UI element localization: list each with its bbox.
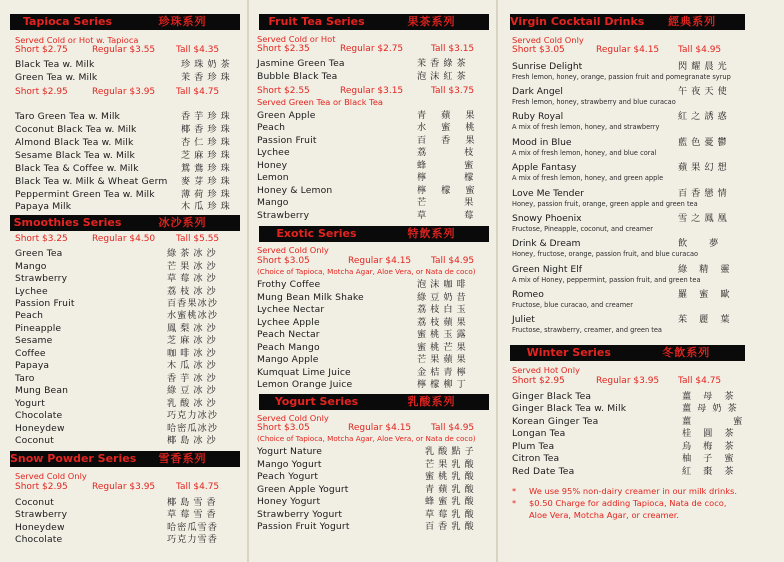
menu-item: [15, 409, 240, 422]
item-name-zh: 椰島冰沙: [167, 435, 220, 446]
item-name-zh: 茉香珍珠: [181, 72, 234, 83]
item-name-zh: 芒果冰沙: [167, 261, 220, 272]
virgin-cocktail-header: [510, 14, 745, 30]
item-name-zh: 蜜桃乳酸: [425, 471, 478, 482]
item-name: Mango Yogurt: [257, 459, 322, 470]
item-name: Yogurt Nature: [257, 446, 323, 457]
item-name-zh: 木瓜珍珠: [181, 201, 234, 212]
served-note: Served Cold Only: [257, 245, 329, 255]
menu-item: [15, 71, 240, 84]
item-name-zh: 芝麻珍珠: [181, 150, 234, 161]
price-regular: Regular $4.50: [92, 234, 156, 244]
item-name: Honey & Lemon: [257, 185, 333, 196]
section-title: Winter Series: [526, 346, 611, 359]
item-name-zh: 荔枝蘋果: [417, 317, 470, 328]
winter-header: [510, 345, 745, 361]
item-name-zh: 珍珠奶茶: [181, 59, 234, 70]
item-name: Juliet: [512, 314, 535, 325]
item-description: A mix of fresh lemon, honey, and strawberry: [512, 123, 660, 131]
item-name-zh: 茉香綠茶: [417, 58, 470, 69]
panel-left: [0, 0, 248, 562]
item-name-zh: 綠豆奶昔: [417, 292, 470, 303]
item-name-zh: 芝麻冰沙: [167, 335, 220, 346]
item-name-zh: 百香果冰沙: [167, 298, 218, 309]
item-name-zh: 檸檬柳丁: [417, 379, 470, 390]
item-name: Chocolate: [15, 410, 63, 421]
item-name: Sesame Black Tea w. Milk: [15, 150, 135, 161]
menu-item: [15, 149, 240, 162]
price-short: Short $2.75: [15, 45, 68, 55]
menu-item: [257, 57, 487, 70]
item-name-zh: 薑母奶茶: [682, 403, 743, 414]
item-name: Strawberry Yogurt: [257, 509, 343, 520]
item-name-zh: 泡沫紅茶: [417, 71, 470, 82]
price-tall: Tall $3.15: [431, 44, 475, 54]
item-name: Coconut: [15, 497, 55, 508]
item-name: Korean Ginger Tea: [512, 416, 599, 427]
menu-item: [257, 196, 512, 209]
menu-item: [15, 334, 240, 347]
item-name: Love Me Tender: [512, 188, 584, 199]
price-regular: Regular $3.55: [92, 45, 156, 55]
item-name-zh: 荔枝白玉: [417, 304, 470, 315]
item-name-zh: 荔枝: [417, 147, 512, 158]
menu-item: [257, 520, 487, 533]
item-name-zh: 椰島雪香: [167, 497, 220, 508]
menu-item: [257, 146, 512, 159]
item-name-zh: 鴛鴦珍珠: [181, 163, 234, 174]
menu-item: [257, 328, 487, 341]
price-regular: Regular $4.15: [596, 45, 660, 55]
price-regular: Regular $3.15: [340, 86, 404, 96]
item-name-zh: 蜂蜜: [417, 160, 512, 171]
exotic-header: [259, 226, 489, 242]
served-note: Served Cold Only: [15, 471, 87, 481]
price-tall: Tall $3.75: [431, 86, 475, 96]
price-short: Short $2.35: [257, 44, 310, 54]
item-name-zh: 乳酸冰沙: [167, 398, 220, 409]
menu-item: [15, 247, 240, 260]
item-name-zh: 香芋冰沙: [167, 373, 220, 384]
tapioca-header: [10, 14, 240, 30]
item-name-zh: 芒果: [417, 197, 512, 208]
item-name: Lychee Apple: [257, 317, 320, 328]
menu-item: [257, 303, 487, 316]
item-name-zh: 咖啡冰沙: [167, 348, 220, 359]
item-name: Ginger Black Tea w. Milk: [512, 403, 627, 414]
item-description: Fructose, strawberry, creamer, and green tea: [512, 326, 662, 334]
item-name-zh: 鳳梨冰沙: [167, 323, 220, 334]
section-title-zh: 乳酸系列: [407, 395, 456, 408]
item-name-zh: 藍色憂鬱: [678, 137, 731, 148]
menu-item: [15, 175, 240, 188]
section-title: Smoothies Series: [13, 216, 122, 229]
section-title: Virgin Cocktail Drinks: [510, 15, 645, 28]
item-name-zh: 綠豆冰沙: [167, 385, 220, 396]
menu-item: [257, 70, 487, 83]
section-title: Yogurt Series: [274, 395, 359, 408]
item-name: Ginger Black Tea: [512, 391, 592, 402]
section-title: Tapioca Series: [22, 15, 113, 28]
item-name: Honey: [257, 160, 288, 171]
item-description: A mix of fresh lemon, honey, and green apple: [512, 174, 664, 182]
item-name-zh: 蜜桃芒果: [417, 342, 470, 353]
item-name-zh: 哈密瓜冰沙: [167, 423, 218, 434]
price-tall: Tall $4.35: [176, 45, 220, 55]
yogurt-header: [259, 394, 489, 410]
footnote-text: $0.50 Charge for adding Tapioca, Nata de coco,: [529, 498, 727, 508]
item-name-zh: 金桔青檸: [417, 367, 470, 378]
item-name-zh: 薑蜜: [682, 416, 784, 427]
item-name: Peach: [15, 310, 44, 321]
item-name-zh: 紅棗茶: [682, 466, 746, 477]
choice-note: (Choice of Tapioca, Motcha Agar, Aloe Vera, or Nata de coco): [257, 434, 476, 443]
price-short: Short $3.25: [15, 234, 68, 244]
item-description: Fructose, blue curacao, and creamer: [512, 301, 633, 309]
item-name: Mung Bean Milk Shake: [257, 292, 364, 303]
item-name: Green Apple: [257, 110, 316, 121]
footnote-star: *: [512, 498, 517, 508]
item-name: Green Night Elf: [512, 264, 582, 275]
item-name: Bubble Black Tea: [257, 71, 338, 82]
price-short: Short $2.95: [15, 482, 68, 492]
item-name: Plum Tea: [512, 441, 555, 452]
section-title-zh: 經典系列: [668, 15, 717, 28]
price-short: Short $3.05: [257, 256, 310, 266]
item-name-zh: 草莓冰沙: [167, 273, 220, 284]
item-name-zh: 百香戀情: [678, 188, 731, 199]
section-title-zh: 果茶系列: [407, 15, 456, 28]
item-description: Honey, passion fruit, orange, green apple and green tea: [512, 200, 698, 208]
item-name: Frothy Coffee: [257, 279, 321, 290]
snow-powder-header: [10, 451, 240, 467]
item-name-zh: 香芋珍珠: [181, 111, 234, 122]
item-name: Lychee: [257, 147, 290, 158]
item-name: Honey Yogurt: [257, 496, 321, 507]
item-name-zh: 檸檬: [417, 172, 512, 183]
item-name-zh: 閃耀晨光: [678, 61, 731, 72]
section-title: Fruit Tea Series: [268, 15, 365, 28]
panel-middle: [249, 0, 512, 562]
item-name-zh: 茱麗葉: [678, 314, 742, 325]
choice-note: (Choice of Tapioca, Motcha Agar, Aloe Vera, or Nata de coco): [257, 267, 476, 276]
item-name: Strawberry: [257, 210, 310, 221]
item-name: Papaya Milk: [15, 201, 72, 212]
menu-item: [257, 445, 487, 458]
item-name: Pineapple: [15, 323, 62, 334]
item-name: Honeydew: [15, 522, 65, 533]
served-note: Served Hot Only: [512, 365, 580, 375]
menu-item: [257, 121, 490, 134]
item-name: Taro Green Tea w. Milk: [15, 111, 120, 122]
item-name: Peach Mango: [257, 342, 320, 353]
price-tall: Tall $4.95: [431, 256, 475, 266]
item-name: Lychee Nectar: [257, 304, 325, 315]
section-title-zh: 冰沙系列: [158, 216, 207, 229]
price-short: Short $2.95: [15, 87, 68, 97]
item-name: Taro: [15, 373, 35, 384]
menu-item: [15, 110, 240, 123]
item-name: Papaya: [15, 360, 50, 371]
item-name: Passion Fruit: [15, 298, 75, 309]
fruit-tea-header: [259, 14, 489, 30]
item-name: Passion Fruit: [257, 135, 317, 146]
footnote-text: We use 95% non-dairy creamer in our milk drinks.: [529, 486, 738, 496]
item-name-zh: 烏梅茶: [682, 441, 746, 452]
section-title: Exotic Series: [276, 227, 357, 240]
item-name: Peach Nectar: [257, 329, 320, 340]
price-tall: Tall $4.75: [176, 482, 220, 492]
item-name: Green Apple Yogurt: [257, 484, 349, 495]
item-name-zh: 木瓜冰沙: [167, 360, 220, 371]
menu-item: [15, 384, 240, 397]
item-name-zh: 乳酸點子: [425, 446, 478, 457]
item-name: Kumquat Lime Juice: [257, 367, 351, 378]
item-name-zh: 綠精靈: [678, 264, 742, 275]
served-note: Served Cold Only: [512, 35, 584, 45]
item-name: Mango: [257, 197, 289, 208]
item-name: Apple Fantasy: [512, 162, 577, 173]
item-name-zh: 薄荷珍珠: [181, 189, 234, 200]
price-tall: Tall $4.95: [431, 423, 475, 433]
section-title-zh: 珍珠系列: [158, 15, 207, 28]
item-name: Strawberry: [15, 509, 68, 520]
item-name-zh: 荔枝冰沙: [167, 286, 220, 297]
price-tall: Tall $4.75: [678, 376, 722, 386]
item-name-zh: 椰香珍珠: [181, 124, 234, 135]
item-name: Coconut Black Tea w. Milk: [15, 124, 137, 135]
item-name: Ruby Royal: [512, 111, 564, 122]
menu-item: [257, 470, 487, 483]
price-regular: Regular $2.75: [340, 44, 404, 54]
item-name: Dark Angel: [512, 86, 563, 97]
price-short: Short $3.05: [512, 45, 565, 55]
menu-item: [15, 58, 240, 71]
served-note: Served Cold Only: [257, 413, 329, 423]
item-name-zh: 薑母茶: [682, 391, 746, 402]
item-description: Honey, fructose, orange, passion fruit, and blue curacao: [512, 250, 699, 258]
item-description: Fructose, Pineapple, coconut, and creamer: [512, 225, 653, 233]
item-name: Jasmine Green Tea: [257, 58, 345, 69]
item-description: A mix of fresh lemon, honey, and blue coral: [512, 149, 657, 157]
item-name: Green Tea w. Milk: [15, 72, 98, 83]
item-name: Lemon: [257, 172, 289, 183]
item-name-zh: 綠茶冰沙: [167, 248, 220, 259]
item-name-zh: 蜂蜜乳酸: [425, 496, 478, 507]
item-name-zh: 水蜜桃冰沙: [167, 310, 218, 321]
price-regular: Regular $3.95: [92, 87, 156, 97]
item-name: Peach Yogurt: [257, 471, 319, 482]
section-title-zh: 特飲系列: [407, 227, 456, 240]
item-name: Red Date Tea: [512, 466, 575, 477]
menu-item: [15, 200, 240, 213]
footnote-text: Aloe Vera, Motcha Agar, or creamer.: [529, 510, 680, 520]
footnote-star: *: [512, 486, 517, 496]
price-regular: Regular $4.15: [348, 256, 412, 266]
item-name: Coffee: [15, 348, 46, 359]
item-name-zh: 午夜天使: [678, 86, 731, 97]
item-name-zh: 檸檬蜜: [417, 185, 490, 196]
item-name: Peppermint Green Tea w. Milk: [15, 189, 155, 200]
served-note: Served Cold or Hot: [257, 34, 336, 44]
item-description: Fresh lemon, honey, orange, passion fruit and pomegranate syrup: [512, 73, 731, 81]
menu-item: [15, 359, 240, 372]
served-note: Served Green Tea or Black Tea: [257, 97, 384, 107]
item-name-zh: 青蘋乳酸: [425, 484, 478, 495]
item-name: Sesame: [15, 335, 53, 346]
item-name-zh: 草莓: [417, 210, 512, 221]
item-name: Black Tea & Coffee w. Milk: [15, 163, 139, 174]
item-name-zh: 巧克力冰沙: [167, 410, 218, 421]
item-name-zh: 百香乳酸: [425, 521, 478, 532]
menu-item: [15, 309, 240, 322]
price-tall: Tall $5.55: [176, 234, 220, 244]
menu-item: [15, 123, 240, 136]
item-name: Snowy Phoenix: [512, 213, 582, 224]
item-name-zh: 蘋果幻想: [678, 162, 731, 173]
item-name-zh: 杏仁珍珠: [181, 137, 234, 148]
item-name-zh: 青蘋果: [417, 110, 490, 121]
item-name: Almond Black Tea w. Milk: [15, 137, 134, 148]
item-name: Romeo: [512, 289, 544, 300]
item-name: Citron Tea: [512, 453, 560, 464]
menu-item: [15, 508, 240, 521]
panel-right: [498, 0, 784, 562]
item-name: Lychee: [15, 286, 48, 297]
item-name-zh: 桂圓茶: [682, 428, 746, 439]
item-name: Chocolate: [15, 534, 63, 545]
item-name: Green Tea: [15, 248, 63, 259]
menu-item: [257, 495, 487, 508]
item-name-zh: 哈密瓜雪香: [167, 522, 218, 533]
menu-item: [257, 278, 487, 291]
price-tall: Tall $4.95: [678, 45, 722, 55]
menu-item: [15, 136, 240, 149]
item-name: Peach: [257, 122, 286, 133]
menu-item: [257, 378, 487, 391]
item-name: Yogurt: [15, 398, 45, 409]
price-short: Short $2.95: [512, 376, 565, 386]
item-name: Strawberry: [15, 273, 68, 284]
item-name: Drink & Dream: [512, 238, 581, 249]
item-description: A mix of Honey, peppermint, passion fruit, and green tea: [512, 276, 701, 284]
section-title-zh: 雪香系列: [158, 452, 207, 465]
item-description: Fresh lemon, honey, strawberry and blue curacao: [512, 98, 676, 106]
menu-item: [512, 465, 747, 478]
menu-item: [15, 434, 240, 447]
menu-item: [15, 533, 240, 546]
item-name: Mood in Blue: [512, 137, 572, 148]
price-tall: Tall $4.75: [176, 87, 220, 97]
menu-item: [512, 427, 747, 440]
item-name-zh: 水蜜桃: [417, 122, 490, 133]
item-name: Black Tea w. Milk: [15, 59, 95, 70]
item-name-zh: 飲夢: [678, 238, 741, 249]
item-name: Longan Tea: [512, 428, 566, 439]
item-name: Black Tea w. Milk & Wheat Germ: [15, 176, 168, 187]
item-name-zh: 羅蜜歐: [678, 289, 742, 300]
price-regular: Regular $3.95: [596, 376, 660, 386]
price-short: Short $3.05: [257, 423, 310, 433]
menu-item: [512, 452, 747, 465]
menu-item: [257, 209, 512, 222]
item-name: Mango: [15, 261, 47, 272]
item-name-zh: 巧克力雪香: [167, 534, 218, 545]
price-regular: Regular $3.95: [92, 482, 156, 492]
item-name-zh: 雪之鳳凰: [678, 213, 731, 224]
item-name-zh: 草莓乳酸: [425, 509, 478, 520]
item-name-zh: 紅之誘惑: [678, 111, 731, 122]
price-short: Short $2.55: [257, 86, 310, 96]
item-name: Lemon Orange Juice: [257, 379, 353, 390]
item-name-zh: 芒果蘋果: [417, 354, 470, 365]
item-name-zh: 柚子蜜: [682, 453, 746, 464]
menu-item: [512, 402, 747, 415]
item-name: Coconut: [15, 435, 55, 446]
item-name: Sunrise Delight: [512, 61, 583, 72]
item-name-zh: 泡沫咖啡: [417, 279, 470, 290]
section-title-zh: 冬飲系列: [662, 346, 711, 359]
item-name: Mung Bean: [15, 385, 69, 396]
item-name-zh: 麥芽珍珠: [181, 176, 234, 187]
menu-item: [15, 162, 240, 175]
section-title: Snow Powder Series: [10, 452, 137, 465]
menu-item: [15, 272, 240, 285]
price-regular: Regular $4.15: [348, 423, 412, 433]
smoothies-header: [10, 215, 240, 231]
item-name: Mango Apple: [257, 354, 319, 365]
menu-item: [257, 171, 512, 184]
item-name: Honeydew: [15, 423, 65, 434]
item-name-zh: 芒果乳酸: [425, 459, 478, 470]
item-name-zh: 草莓雪香: [167, 509, 220, 520]
item-name-zh: 百香果: [417, 135, 490, 146]
menu-item: [257, 353, 487, 366]
item-name-zh: 蜜桃玉露: [417, 329, 470, 340]
served-note: Served Cold or Hot w. Tapioca: [15, 35, 139, 45]
item-name: Passion Fruit Yogurt: [257, 521, 350, 532]
